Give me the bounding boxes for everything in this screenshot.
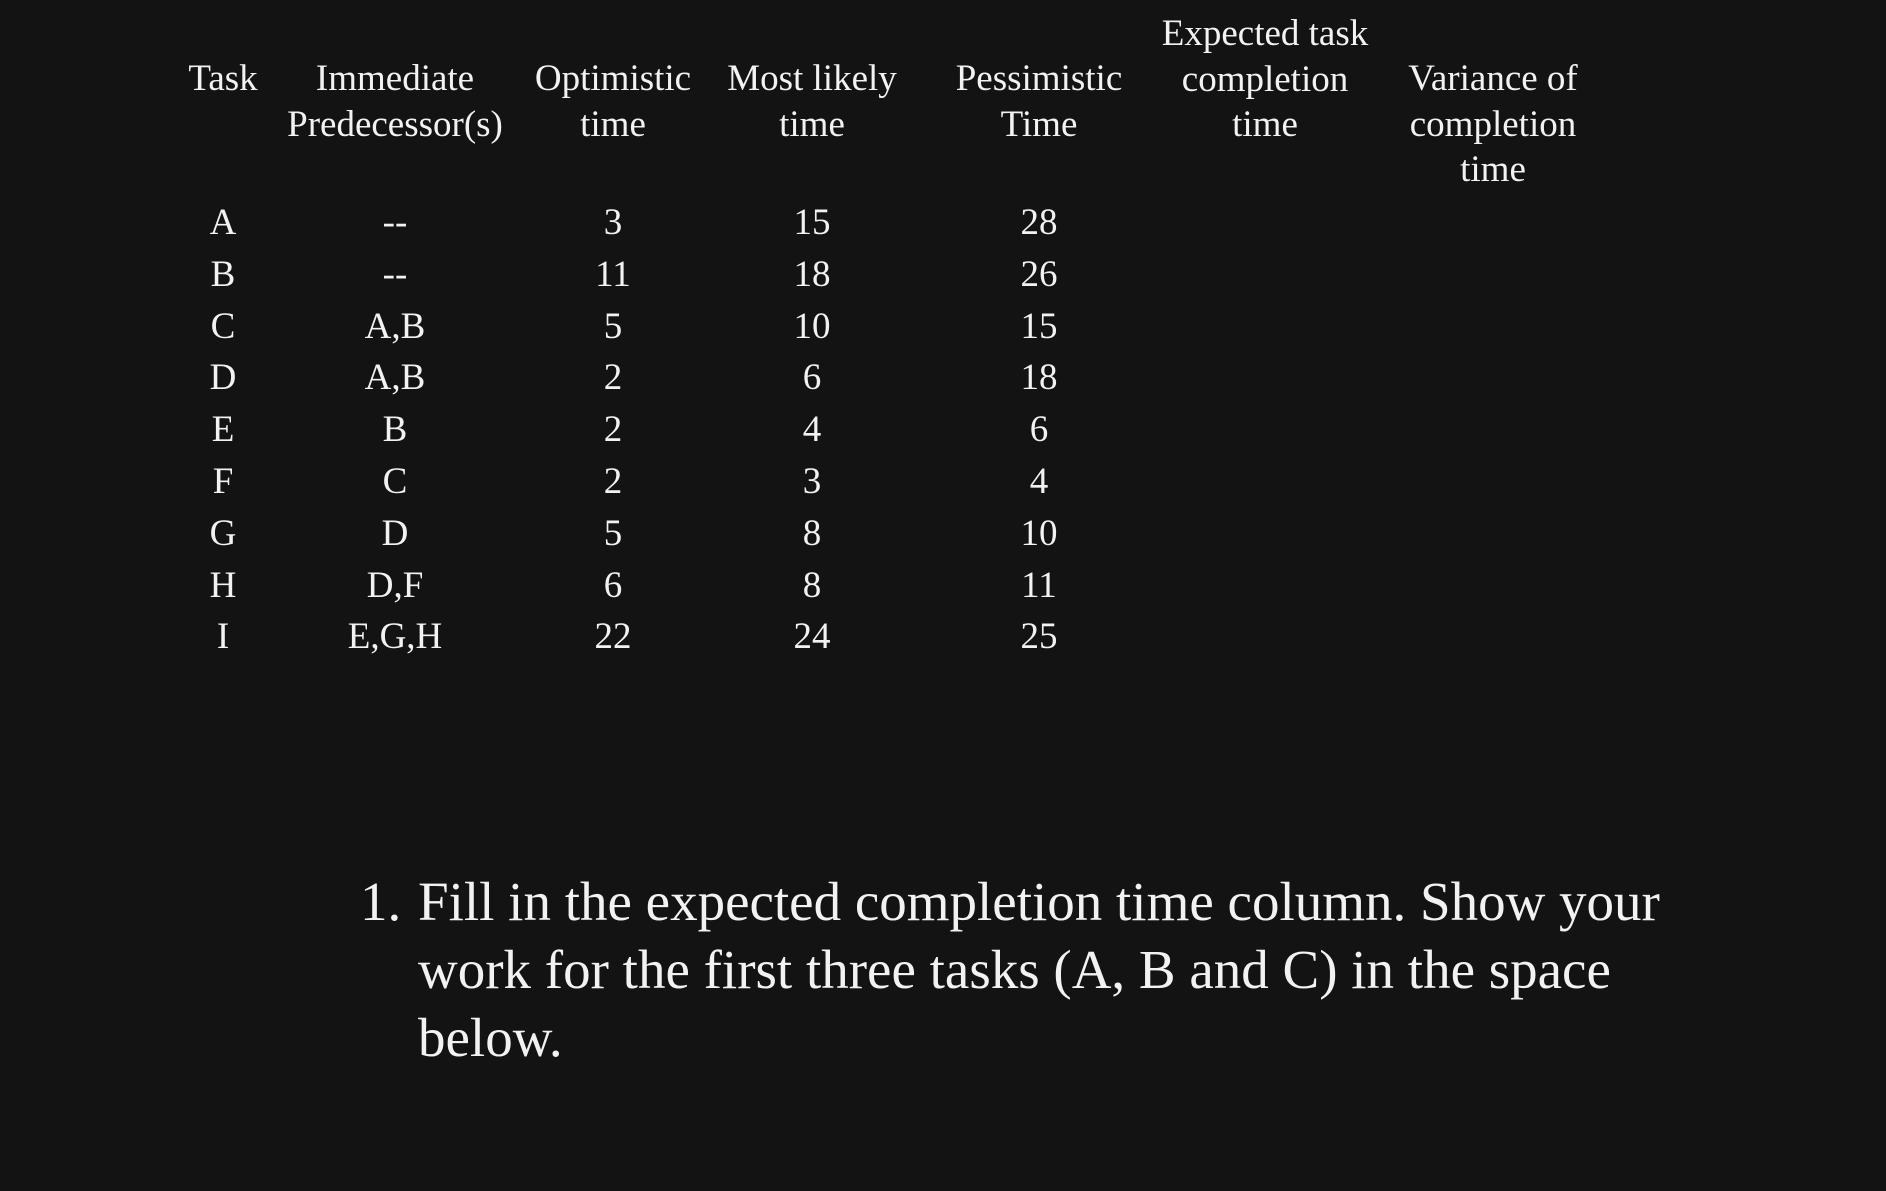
header-task: Task [188,58,258,99]
cell-pessimistic: 25 [1020,616,1058,658]
cell-optimistic: 2 [603,409,623,451]
cell-most-likely: 10 [793,305,831,347]
cell-task: A [209,202,237,243]
cell-predecessors: E,G,H [347,616,443,658]
cell-most-likely: 3 [802,461,822,502]
question-text: Fill in the expected completion time column. Show your work for the first three tasks (A, B and C) in the space below. [418,871,1660,1068]
cell-task: D [209,357,237,399]
cell-pessimistic: 26 [1020,253,1058,295]
cell-predecessors: D [381,512,409,554]
cell-predecessors: B [382,409,408,451]
cell-task: B [210,253,236,295]
header-expected: Expected task completion time [1161,13,1369,145]
cell-pessimistic: 18 [1020,357,1058,399]
cell-predecessors: -- [382,202,408,243]
cell-pessimistic: 6 [1029,409,1049,451]
header-variance: Variance of completion time [1408,58,1578,190]
cell-optimistic: 11 [595,253,631,295]
cell-optimistic: 5 [603,305,623,347]
cell-task: I [216,616,230,658]
cell-most-likely: 8 [802,512,822,554]
cell-pessimistic: 15 [1020,305,1058,347]
cell-pessimistic: 10 [1020,512,1058,554]
cell-most-likely: 15 [793,202,831,243]
header-predecessors: Immediate Predecessor(s) [287,58,503,145]
cell-optimistic: 22 [594,616,632,658]
cell-task: H [209,564,237,606]
cell-most-likely: 18 [793,253,831,295]
cell-optimistic: 3 [603,202,623,243]
cell-task: C [210,305,236,347]
question-number: 1. [360,871,402,932]
question-1 [360,868,1680,1072]
cell-predecessors: A,B [364,357,426,399]
cell-task: E [211,409,235,451]
cell-predecessors: A,B [364,305,426,347]
cell-pessimistic: 28 [1020,202,1058,243]
cell-predecessors: D,F [366,564,424,606]
cell-most-likely: 8 [802,564,822,606]
cell-predecessors: -- [382,253,408,295]
cell-optimistic: 2 [603,461,623,502]
cell-predecessors: C [382,461,408,502]
cell-task: F [212,461,234,502]
cell-task: G [209,512,237,554]
cell-optimistic: 2 [603,357,623,399]
header-most-likely: Most likely time [727,58,897,145]
cell-pessimistic: 11 [1021,564,1057,606]
cell-optimistic: 6 [603,564,623,606]
cell-optimistic: 5 [603,512,623,554]
cell-most-likely: 6 [802,357,822,399]
header-pessimistic: Pessimistic Time [955,58,1123,145]
header-optimistic: Optimistic time [534,58,692,145]
cell-pessimistic: 4 [1029,461,1049,502]
cell-most-likely: 4 [802,409,822,451]
cell-most-likely: 24 [793,616,831,658]
